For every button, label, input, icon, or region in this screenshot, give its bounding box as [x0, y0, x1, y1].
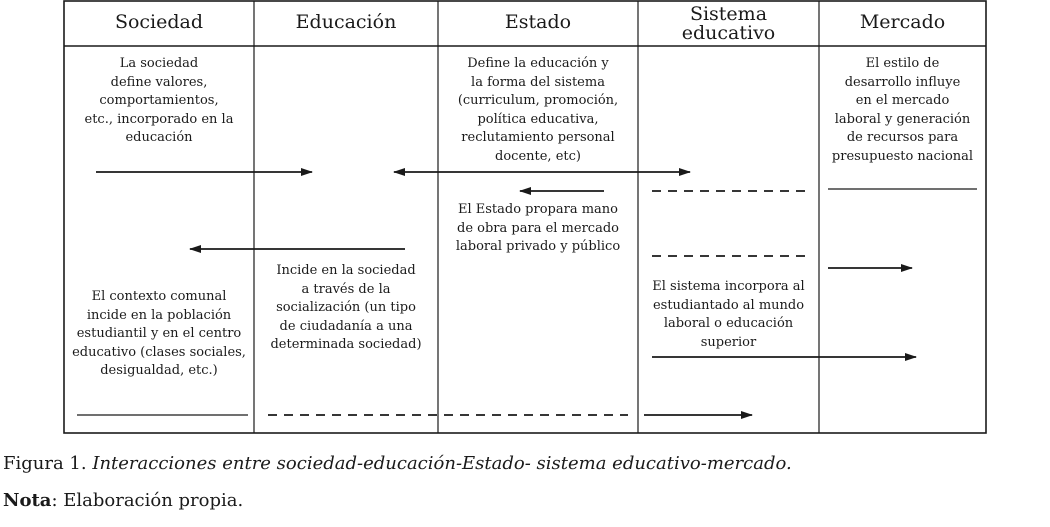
figure-caption [3, 453, 792, 475]
header-educacion: Educación [295, 11, 397, 33]
header-sociedad: Sociedad [114, 11, 204, 33]
figure-title: Interacciones entre sociedad-educación-Estado- sistema educativo-mercado. [92, 453, 792, 474]
note-text: : Elaboración propia. [51, 490, 244, 511]
note-label: Nota [3, 490, 52, 511]
figure-note [3, 490, 243, 512]
header-mercado: Mercado [859, 11, 946, 33]
text-educacion-mid: Incide en la sociedad a través de la socialización (un tipo de ciudadanía a una determinada sociedad) [270, 263, 422, 352]
text-mercado-top: El estilo de desarrollo influye en el mercado laboral y generación de recursos para presupuesto nacional [831, 56, 974, 164]
text-estado-top: Define la educación y la forma del sistema (curriculum, promoción, política educativa, reclutamiento personal docente, etc) [457, 56, 619, 164]
text-sociedad-bottom: El contexto comunal incide en la población estudiantil y en el centro educativo (clases sociales, desigualdad, etc.) [72, 289, 246, 378]
text-sociedad-top: La sociedad define valores, comportamientos, etc., incorporado en la educación [84, 56, 234, 145]
text-sistema-mid: El sistema incorpora al estudiantado al mundo laboral o educación superior [652, 279, 805, 350]
text-estado-mid: El Estado propara mano de obra para el mercado laboral privado y público [455, 202, 621, 254]
figure-label: Figura 1. [3, 453, 87, 474]
header-estado: Estado [504, 11, 572, 33]
header-sistema-educativo: Sistema educativo [681, 3, 776, 44]
